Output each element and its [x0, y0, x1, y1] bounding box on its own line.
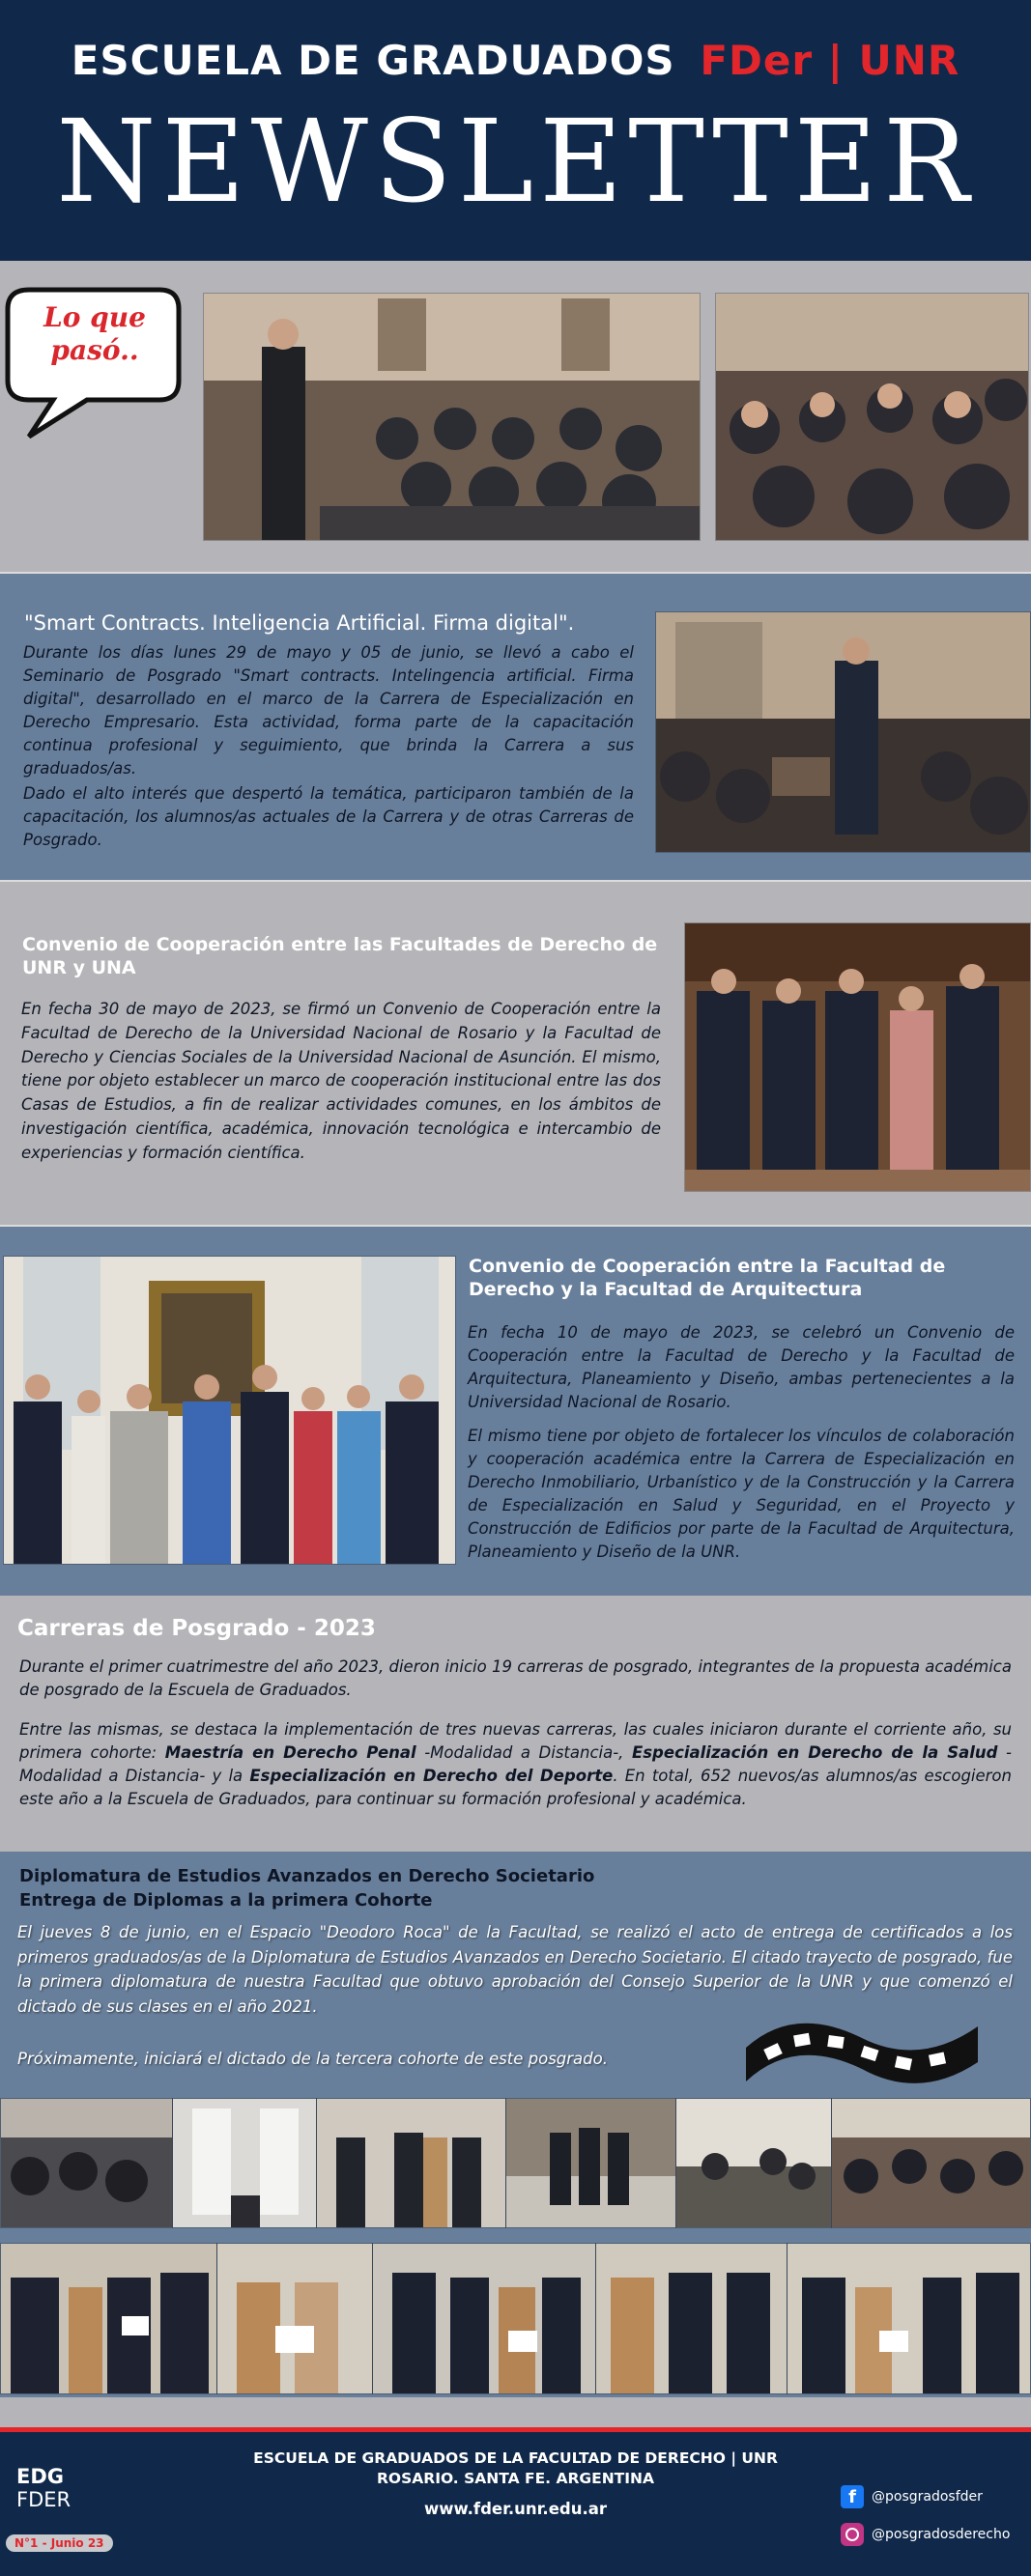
gallery-photo-1 [0, 2098, 173, 2228]
gallery-photo-4 [505, 2098, 676, 2228]
gallery-photo-2 [172, 2098, 317, 2228]
carreras-text: -Modalidad a Distancia-, [415, 1742, 632, 1762]
instagram-icon [841, 2523, 864, 2546]
carrera-penal: Maestría en Derecho Penal [164, 1742, 416, 1762]
header-title [0, 37, 1031, 84]
arq-paragraph-2: El mismo tiene por objeto de fortalecer los vínculos de colaboración y cooperación académica entre la Carrera de Especialización en Derecho Inmobiliario, Urbanístico y de la Construcción y la Carrera de Especialización en Salud y Seguridad, en el Proyecto y Construcción de Edificios por parte de la Facultad de Arquitectura, Planeamiento y Diseño de la UNR. [468, 1427, 1015, 1561]
facebook-icon: f [841, 2485, 864, 2508]
carreras-title: Carreras de Posgrado - 2023 [17, 1616, 376, 1641]
diplomatura-title-line-2: Entrega de Diplomas a la primera Cohorte [19, 1890, 433, 1911]
newsletter-title: NEWSLETTER [56, 95, 975, 228]
carreras-paragraph-2 [19, 1718, 1012, 1811]
bubble-line-1: Lo que [43, 301, 146, 333]
header-title-school: ESCUELA DE GRADUADOS [71, 37, 675, 84]
film-strip-icon [736, 2009, 986, 2094]
gallery-diploma-3 [372, 2243, 596, 2394]
smart-title: "Smart Contracts. Inteligencia Artificial. Firma digital". [24, 611, 575, 635]
carrera-salud: Especialización en Derecho de la Salud [631, 1742, 998, 1762]
footer-line-1: ESCUELA DE GRADUADOS DE LA FACULTAD DE DERECHO | UNR [253, 2449, 778, 2467]
gallery-diploma-1 [0, 2243, 217, 2394]
photo-seminar-attendees [715, 293, 1029, 541]
header-banner [0, 0, 1031, 261]
smart-paragraph-2: Dado el alto interés que despertó la temática, participaron también de la capacitación, los alumnos/as actuales de la Carrera y de otras Carreras de Posgrado. [23, 784, 634, 849]
diplomatura-paragraph-2: Próximamente, iniciará el dictado de la tercera cohorte de este posgrado. [17, 2050, 608, 2068]
footer-line-2: ROSARIO. SANTA FE. ARGENTINA [377, 2469, 654, 2487]
edg-logo [16, 2465, 71, 2511]
footer-website-link[interactable]: www.fder.unr.edu.ar [423, 2499, 607, 2518]
photo-seminar-audience [203, 293, 701, 541]
edg-logo-line-1: EDG [16, 2465, 65, 2488]
gallery-diploma-4 [595, 2243, 788, 2394]
facebook-handle: @posgradosfder [872, 2489, 983, 2505]
instagram-link[interactable] [841, 2523, 1010, 2546]
arq-paragraph-1: En fecha 10 de mayo de 2023, se celebró un Convenio de Cooperación entre la Facultad de Derecho y la Facultad de Arquitectura, Planeamiento y Diseño, ambas pertenecientes a la Universidad Nacional de Rosario. [468, 1323, 1015, 1411]
speech-bubble-text [17, 301, 172, 366]
header-title-fder: FDer | UNR [700, 37, 960, 84]
instagram-handle: @posgradosderecho [872, 2527, 1011, 2542]
carreras-text: . En total, 652 nuevos/as alumnos/as escogieron este año a la Escuela de Graduados, para continuar su formación profesional y académica. [19, 1766, 1012, 1808]
photo-una-signing [684, 922, 1031, 1192]
edg-logo-line-2: FDER [16, 2488, 72, 2512]
diplomatura-title [19, 1864, 594, 1912]
issue-badge: N°1 - Junio 23 [6, 2534, 113, 2552]
facebook-link[interactable] [841, 2485, 983, 2508]
bubble-line-2: pasó.. [50, 333, 139, 366]
gallery-photo-5 [675, 2098, 832, 2228]
una-title: Convenio de Cooperación entre las Facultades de Derecho de UNR y UNA [22, 934, 658, 978]
una-paragraph: En fecha 30 de mayo de 2023, se firmó un Convenio de Cooperación entre la Facultad de Derecho de la Universidad Nacional de Rosario y la Facultad de Derecho y Ciencias Sociales de la Universidad Nacional de Asunción. El mismo, tiene por objeto establecer un marco de cooperación institucional entre las dos Casas de Estudios, a fin de realizar actividades comunes, en los ámbitos de investigación científica, académica, innovación tecnológica e intercambio de experiencias y formación científica. [21, 1000, 661, 1162]
smart-paragraph-1: Durante los días lunes 29 de mayo y 05 de junio, se llevó a cabo el Seminario de Posgrado "Smart contracts. Intelingencia artificial. Firma digital", desarrollado en el marco de la Carrera de Especialización en Derecho Empresario. Esta actividad, forma parte de la capacitación continua profesional y seguimiento, que brinda la Carrera a sus graduados/as. [23, 643, 634, 778]
photo-smart-speaker [655, 611, 1031, 853]
photo-arq-group [3, 1256, 456, 1565]
gallery-diploma-5 [787, 2243, 1031, 2394]
gallery-diploma-2 [216, 2243, 373, 2394]
carreras-text: Entre las mismas, se destaca la implementación de tres nuevas carreras, las cuales iniciaron durante el corriente año, su primera cohorte: [19, 1720, 1012, 1762]
carreras-paragraph-1: Durante el primer cuatrimestre del año 2023, dieron inicio 19 carreras de posgrado, integrantes de la propuesta académica de posgrado de la Escuela de Graduados. [19, 1657, 1012, 1699]
carrera-deporte: Especialización en Derecho del Deporte [249, 1766, 614, 1785]
diplomatura-title-line-1: Diplomatura de Estudios Avanzados en Derecho Societario [19, 1866, 595, 1886]
carreras-text: -Modalidad a Distancia- y la [19, 1742, 1012, 1785]
arq-title: Convenio de Cooperación entre la Facultad de Derecho y la Facultad de Arquitectura [469, 1256, 946, 1300]
gallery-photo-3 [316, 2098, 506, 2228]
diplomatura-paragraph-1: El jueves 8 de junio, en el Espacio "Deodoro Roca" de la Facultad, se realizó el acto de entrega de certificados a los primeros graduados/as de la Diplomatura de Estudios Avanzados en Derecho Societario. El citado trayecto de posgrado, fue la primera diplomatura de nuestra Facultad que obtuvo aprobación del Consejo Superior de la UNR y que comenzó el dictado de sus clases en el año 2021. [17, 1923, 1013, 2016]
gallery-photo-6 [831, 2098, 1031, 2228]
